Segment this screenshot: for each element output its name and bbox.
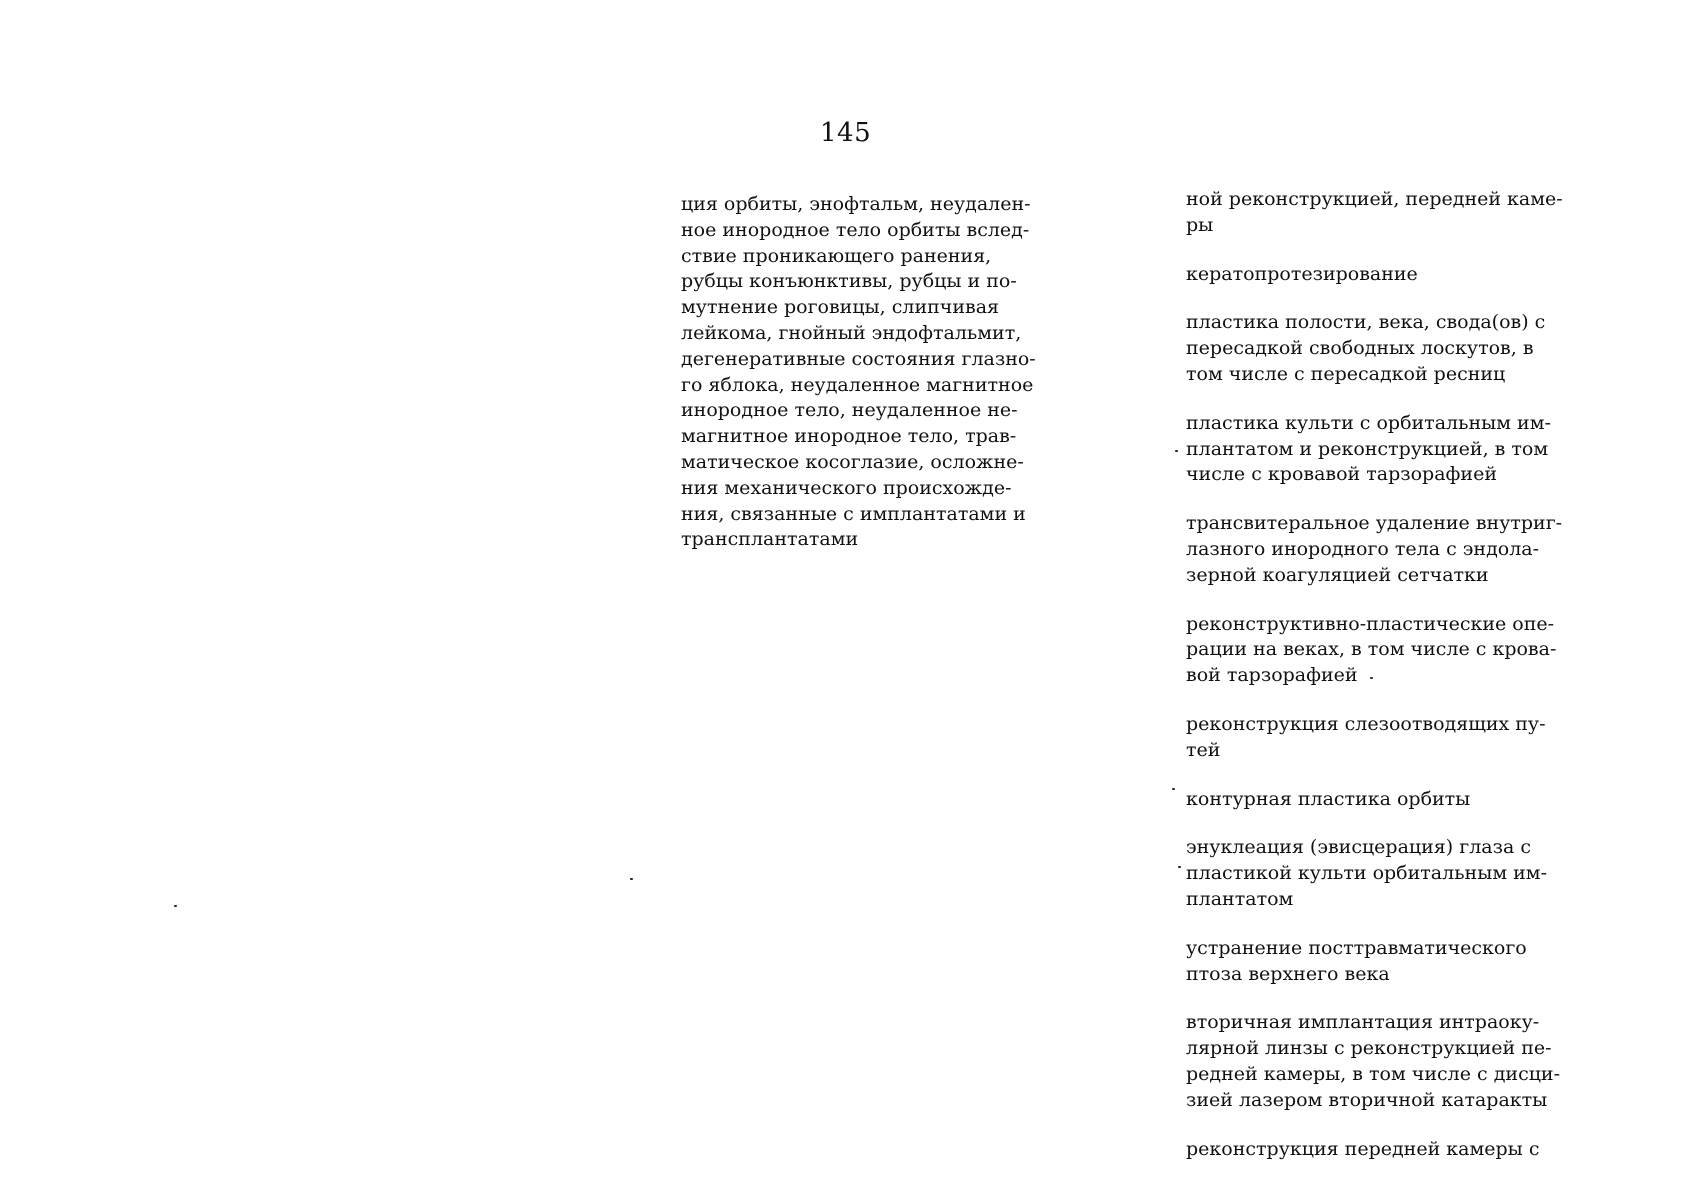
procedure-line: пластикой культи орбитальным им- xyxy=(1186,862,1547,885)
procedure-line: лазного инородного тела с эндола- xyxy=(1186,537,1540,560)
procedure-line: числе с кровавой тарзорафией xyxy=(1186,463,1497,486)
procedure-item xyxy=(1186,187,1656,239)
procedure-line: трансвитеральное удаление внутриг- xyxy=(1186,512,1563,535)
diagnosis-column xyxy=(681,192,1041,553)
scan-speck xyxy=(630,878,633,880)
diagnosis-line: инородное тело, неудаленное не- xyxy=(681,399,1018,422)
procedure-line: пересадкой свободных лоскутов, в xyxy=(1186,337,1534,360)
procedure-item xyxy=(1186,411,1656,488)
diagnosis-line: магнитное инородное тело, трав- xyxy=(681,425,1017,448)
diagnosis-line: ция орбиты, энофтальм, неудален- xyxy=(681,193,1031,215)
procedure-item xyxy=(1186,835,1656,912)
procedure-item xyxy=(1186,1010,1656,1113)
procedure-line: том числе с пересадкой ресниц xyxy=(1186,362,1506,385)
diagnosis-line: го яблока, неудаленное магнитное xyxy=(681,373,1034,396)
procedure-line: плантатом xyxy=(1186,887,1294,910)
page-number: 145 xyxy=(820,118,872,148)
diagnosis-line: ствие проникающего ранения, xyxy=(681,244,992,267)
procedure-line: рации на веках, в том числе с крова- xyxy=(1186,638,1557,661)
scan-speck xyxy=(1175,450,1178,452)
procedure-line: энуклеация (эвисцерация) глаза с xyxy=(1186,836,1531,859)
procedure-line: редней камеры, в том числе с дисци- xyxy=(1186,1062,1561,1085)
procedure-item xyxy=(1186,712,1656,764)
procedure-line: вторичная имплантация интраоку- xyxy=(1186,1011,1540,1034)
procedure-line: лярной линзы с реконструкцией пе- xyxy=(1186,1037,1552,1060)
diagnosis-line: мутнение роговицы, слипчивая xyxy=(681,296,1000,319)
procedure-line: реконструктивно-пластические опе- xyxy=(1186,612,1555,635)
diagnosis-line: ния механического происхожде- xyxy=(681,476,1012,499)
diagnosis-line: трансплантатами xyxy=(681,528,859,551)
diagnosis-line: дегенеративные состояния глазно- xyxy=(681,347,1036,370)
procedure-line: плантатом и реконструкцией, в том xyxy=(1186,437,1549,460)
procedure-item xyxy=(1186,1137,1656,1163)
diagnosis-line: рубцы конъюнктивы, рубцы и по- xyxy=(681,270,1017,293)
procedure-item xyxy=(1186,936,1656,988)
procedure-item xyxy=(1186,310,1656,387)
procedure-line: ной реконструкцией, передней каме- xyxy=(1186,188,1563,210)
procedure-line: ры xyxy=(1186,213,1214,236)
diagnosis-line: ное инородное тело орбиты вслед- xyxy=(681,218,1030,241)
procedure-item xyxy=(1186,787,1656,813)
procedure-line: реконструкция слезоотводящих пу- xyxy=(1186,712,1546,735)
scan-speck xyxy=(1172,788,1175,790)
procedure-item xyxy=(1186,511,1656,588)
procedure-line: контурная пластика орбиты xyxy=(1186,787,1471,810)
procedure-line: устранение посттравматического xyxy=(1186,936,1527,959)
diagnosis-line: лейкома, гнойный эндофтальмит, xyxy=(681,321,1022,344)
scan-speck xyxy=(1178,866,1181,868)
scan-speck xyxy=(174,905,177,907)
procedure-line: вой тарзорафией xyxy=(1186,664,1358,687)
procedure-line: реконструкция передней камеры с xyxy=(1186,1137,1540,1160)
procedure-line: кератопротезирование xyxy=(1186,262,1418,285)
procedure-line: тей xyxy=(1186,738,1221,761)
diagnosis-line: матическое косоглазие, осложне- xyxy=(681,450,1024,473)
procedure-line: пластика культи с орбитальным им- xyxy=(1186,411,1551,434)
procedure-line: зией лазером вторичной катаракты xyxy=(1186,1088,1548,1111)
scan-speck xyxy=(1370,677,1373,679)
procedure-line: зерной коагуляцией сетчатки xyxy=(1186,563,1489,586)
procedure-item xyxy=(1186,262,1656,288)
procedure-item xyxy=(1186,612,1656,689)
procedure-line: пластика полости, века, свода(ов) с xyxy=(1186,311,1546,334)
procedure-line: птоза верхнего века xyxy=(1186,962,1390,985)
diagnosis-line: ния, связанные с имплантатами и xyxy=(681,502,1026,525)
procedures-column xyxy=(1186,187,1656,1185)
